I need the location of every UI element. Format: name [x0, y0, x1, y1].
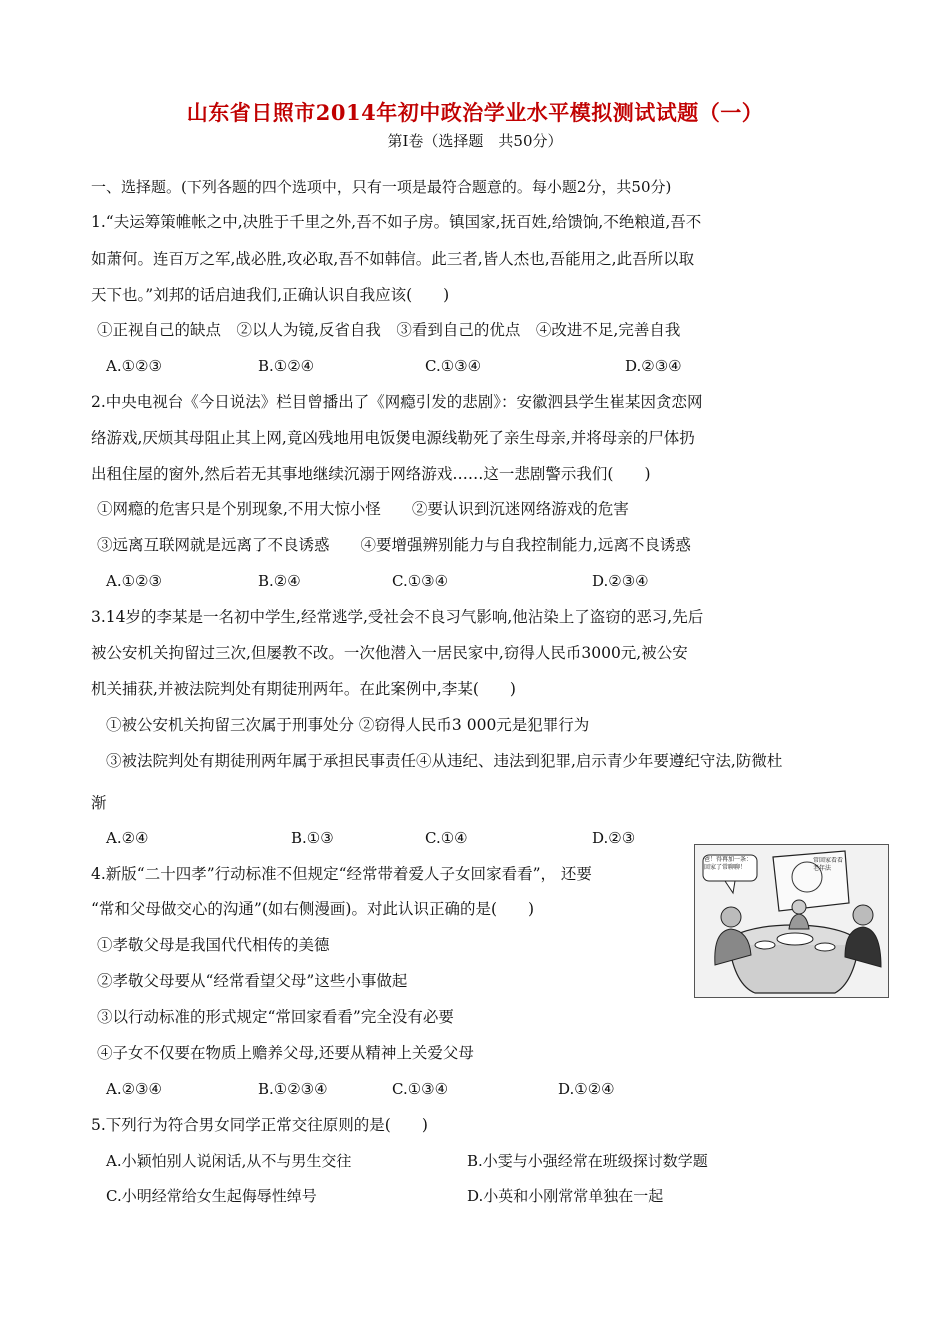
q3-option-c[interactable]: C.①④ — [425, 829, 468, 847]
speech-bubble-text: 爸！得再加一条：回家了常聊聊！ — [704, 856, 753, 871]
q2-line-2: 络游戏,厌烦其母阻止其上网,竟凶残地用电饭煲电源线勒死了亲生母亲,并将母亲的尸体扔 — [91, 429, 695, 447]
q3-line-3: 机关捕获,并被法院判处有期徒刑两年。在此案例中,李某( ) — [91, 680, 516, 698]
child-figure-head — [792, 900, 806, 914]
family-dinner-cartoon — [694, 844, 889, 998]
plate-icon — [815, 943, 835, 951]
q4-option-b[interactable]: B.①②③④ — [258, 1080, 328, 1098]
q2-line-1: 2.中央电视台《今日说法》栏目曾播出了《网瘾引发的悲剧》：安徽泗县学生崔某因贪恋网 — [91, 393, 703, 411]
father-figure-head — [853, 905, 873, 925]
q1-statements: ①正视自己的缺点 ②以人为镜,反省自我 ③看到自己的优点 ④改进不足,完善自我 — [97, 321, 681, 339]
q1-option-b[interactable]: B.①②④ — [258, 357, 315, 375]
q3-option-a[interactable]: A.②④ — [106, 829, 149, 847]
section-header: 一、选择题。(下列各题的四个选项中，只有一项是最符合题意的。每小题2分，共50分) — [91, 178, 672, 196]
q4-option-d[interactable]: D.①②④ — [558, 1080, 615, 1098]
q3-option-d[interactable]: D.②③ — [592, 829, 636, 847]
q2-statements-1: ①网瘾的危害只是个别现象,不用大惊小怪 ②要认识到沉迷网络游戏的危害 — [97, 500, 629, 518]
q5-option-d[interactable]: D.小英和小刚常常单独在一起 — [467, 1187, 664, 1205]
q1-option-a[interactable]: A.①②③ — [106, 357, 162, 375]
q4-statement-2: ②孝敬父母要从“经常看望父母”这些小事做起 — [97, 972, 408, 990]
sign-text: 常回家看看 老年法 — [813, 857, 844, 872]
q1-line-3: 天下也。”刘邦的话启迪我们,正确认识自我应该( ) — [91, 286, 450, 304]
q4-statement-1: ①孝敬父母是我国代代相传的美德 — [97, 936, 330, 954]
q2-option-c[interactable]: C.①③④ — [392, 572, 449, 590]
q1-option-d[interactable]: D.②③④ — [625, 357, 682, 375]
exam-subtitle: 第Ⅰ卷（选择题 共50分） — [387, 132, 563, 150]
q2-option-d[interactable]: D.②③④ — [592, 572, 649, 590]
q4-option-c[interactable]: C.①③④ — [392, 1080, 449, 1098]
q3-statements-1: ①被公安机关拘留三次属于刑事处分 ②窃得人民币3 000元是犯罪行为 — [106, 716, 590, 734]
bowl-icon — [777, 933, 813, 945]
q2-statements-2: ③远离互联网就是远离了不良诱惑 ④要增强辨别能力与自我控制能力,远离不良诱惑 — [97, 536, 691, 554]
q5-option-c[interactable]: C.小明经常给女生起侮辱性绰号 — [106, 1187, 317, 1205]
q2-line-3: 出租住屋的窗外,然后若无其事地继续沉溺于网络游戏……这一悲剧警示我们( ) — [91, 465, 651, 483]
q3-statements-3: 渐 — [91, 794, 107, 812]
q3-line-2: 被公安机关拘留过三次,但屡教不改。一次他潜入一居民家中,窃得人民币3000元,被公安 — [91, 644, 688, 662]
q4-line-1: 4.新版“二十四孝”行动标准不但规定“经常带着爱人子女回家看看”， 还要 — [91, 865, 592, 883]
q3-statements-2: ③被法院判处有期徒刑两年属于承担民事责任④从违纪、违法到犯罪,启示青少年要遵纪守法,防微杜 — [106, 752, 783, 770]
q4-line-2: “常和父母做交心的沟通”(如右侧漫画)。对此认识正确的是( ) — [91, 900, 535, 918]
q5-option-b[interactable]: B.小雯与小强经常在班级探讨数学题 — [467, 1152, 708, 1170]
q3-line-1: 3.14岁的李某是一名初中学生,经常逃学,受社会不良习气影响,他沾染上了盗窃的恶习,先后 — [91, 608, 704, 626]
q4-statement-4: ④子女不仅要在物质上赡养父母,还要从精神上关爱父母 — [97, 1044, 474, 1062]
q3-option-b[interactable]: B.①③ — [291, 829, 334, 847]
child-figure-body — [789, 914, 809, 929]
q2-option-a[interactable]: A.①②③ — [106, 572, 162, 590]
exam-title: 山东省日照市2014年初中政治学业水平模拟测试试题（一） — [186, 100, 764, 125]
cartoon-drawing — [695, 845, 888, 997]
q4-statement-3: ③以行动标准的形式规定“常回家看看”完全没有必要 — [97, 1008, 454, 1026]
q1-option-c[interactable]: C.①③④ — [425, 357, 482, 375]
q5-option-a[interactable]: A.小颖怕别人说闲话,从不与男生交往 — [106, 1152, 352, 1170]
mother-figure-head — [721, 907, 741, 927]
q1-line-1: 1.“夫运筹策帷帐之中,决胜于千里之外,吾不如子房。镇国家,抚百姓,给馈饷,不绝粮道,吾不 — [91, 213, 702, 231]
q2-option-b[interactable]: B.②④ — [258, 572, 301, 590]
plate-icon — [755, 941, 775, 949]
q4-option-a[interactable]: A.②③④ — [106, 1080, 162, 1098]
q1-line-2: 如萧何。连百万之军,战必胜,攻必取,吾不如韩信。此三者,皆人杰也,吾能用之,此吾所以取 — [91, 250, 695, 268]
q5-line-1: 5.下列行为符合男女同学正常交往原则的是( ) — [91, 1116, 428, 1134]
